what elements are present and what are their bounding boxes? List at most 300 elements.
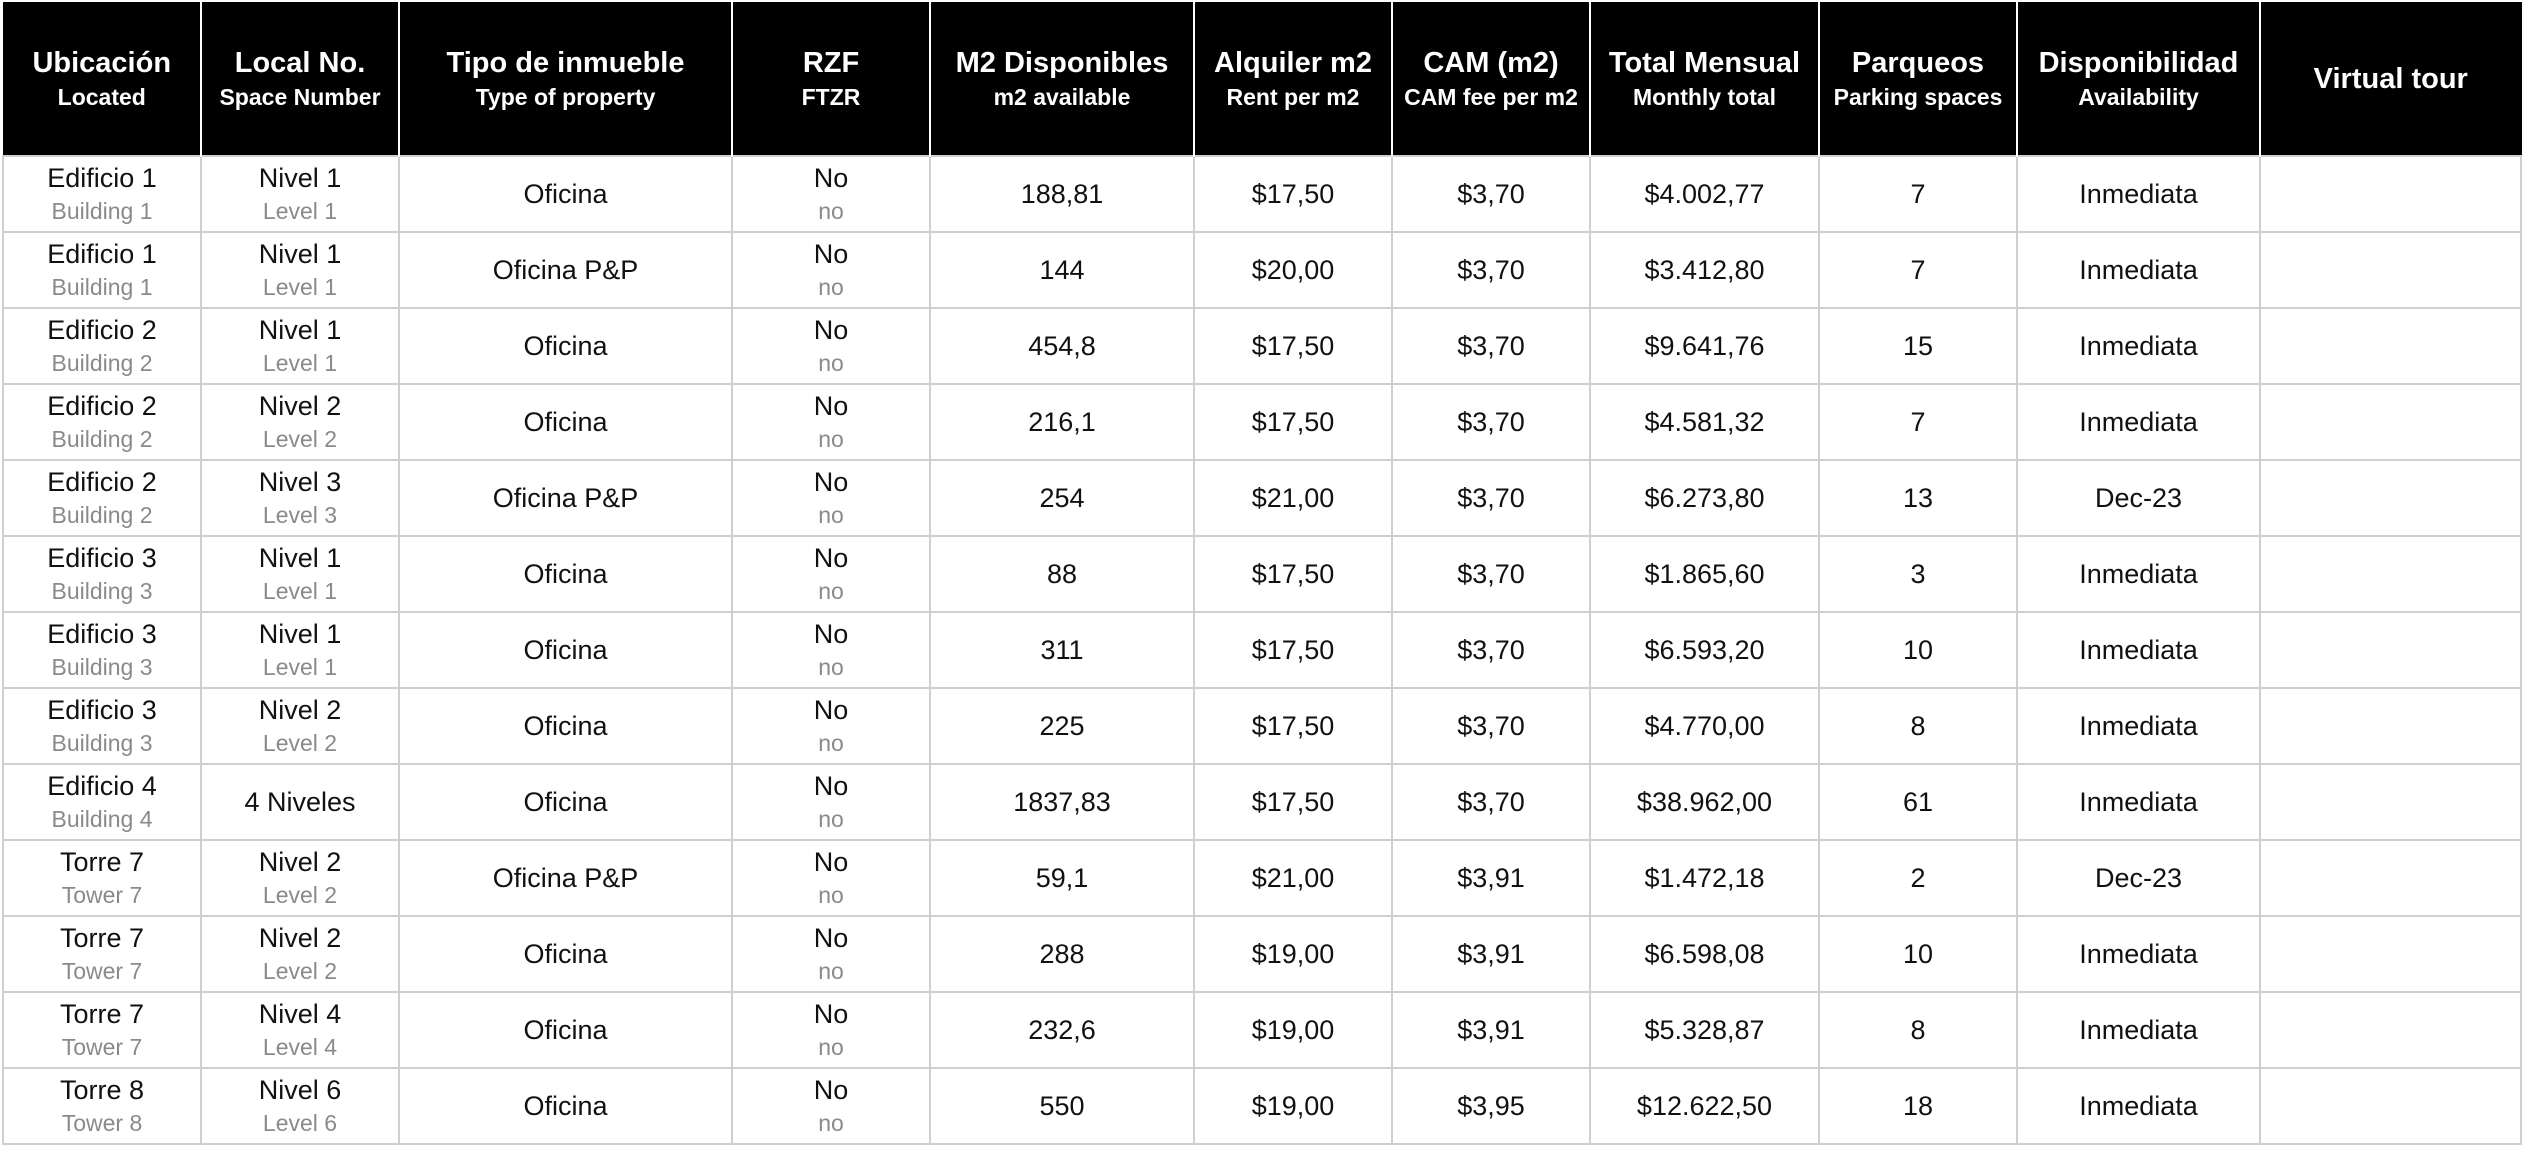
rzf-cell-translation: no [818,198,844,224]
header-rzf [732,2,930,156]
location-cell [3,1068,201,1144]
cam-fee-cell-value: $3,70 [1457,331,1525,361]
rzf-cell [732,764,930,840]
space-number-cell [201,764,399,840]
table-row [3,840,2521,916]
header-rent-per-m2 [1194,2,1392,156]
table-row [3,992,2521,1068]
cam-fee-cell-value: $3,91 [1457,863,1525,893]
availability-cell-value: Inmediata [2079,179,2198,209]
property-type-cell-value: Oficina [523,711,608,741]
location-cell [3,232,201,308]
availability-cell-value: Dec-23 [2094,863,2183,893]
cam-fee-cell [1392,384,1590,460]
rent-cell-value: $17,50 [1251,559,1335,589]
space-number-cell [201,536,399,612]
header-subtitle: m2 available [993,83,1131,110]
property-type-cell [399,232,732,308]
m2-available-cell-value: 1837,83 [1013,787,1111,817]
rzf-cell-translation: no [818,502,844,528]
space-number-cell [201,612,399,688]
header-subtitle: Type of property [475,83,656,110]
location-cell-value: Edificio 3 [47,695,157,725]
availability-cell-value: Inmediata [2079,1091,2198,1121]
parking-cell [1819,916,2017,992]
header-m2-available [930,2,1194,156]
header-cam-fee [1392,2,1590,156]
rzf-cell-translation: no [818,654,844,680]
rent-cell [1194,916,1392,992]
parking-cell-value: 7 [1910,179,1926,209]
space-number-cell-translation: Level 3 [262,502,338,528]
monthly-total-cell [1590,992,1819,1068]
location-cell [3,384,201,460]
m2-available-cell-value: 88 [1046,559,1078,589]
location-cell [3,536,201,612]
space-number-cell-value: Nivel 2 [258,923,342,953]
property-type-cell-value: Oficina [523,787,608,817]
monthly-total-cell [1590,1068,1819,1144]
rzf-cell [732,840,930,916]
space-number-cell-translation: Level 1 [262,198,338,224]
parking-cell [1819,992,2017,1068]
rzf-cell-translation: no [818,350,844,376]
property-type-cell-value: Oficina [523,179,608,209]
cam-fee-cell-value: $3,91 [1457,939,1525,969]
parking-cell-value: 2 [1910,863,1926,893]
header-monthly-total [1590,2,1819,156]
virtual-tour-cell [2260,460,2521,536]
cam-fee-cell-value: $3,70 [1457,559,1525,589]
cam-fee-cell [1392,688,1590,764]
m2-available-cell [930,992,1194,1068]
property-type-cell [399,1068,732,1144]
cam-fee-cell [1392,916,1590,992]
property-type-cell [399,156,732,232]
property-type-cell-value: Oficina [523,939,608,969]
parking-cell [1819,688,2017,764]
availability-cell [2017,764,2260,840]
m2-available-cell [930,536,1194,612]
property-type-cell [399,308,732,384]
property-type-cell-value: Oficina P&P [492,255,639,285]
availability-cell [2017,460,2260,536]
m2-available-cell [930,232,1194,308]
parking-cell [1819,308,2017,384]
m2-available-cell-value: 59,1 [1035,863,1089,893]
location-cell-value: Edificio 2 [47,391,157,421]
m2-available-cell-value: 254 [1039,483,1085,513]
header-subtitle: Space Number [219,83,381,110]
table-body [3,156,2521,1144]
rent-cell [1194,764,1392,840]
parking-cell-value: 10 [1902,635,1934,665]
parking-cell-value: 10 [1902,939,1934,969]
space-number-cell [201,384,399,460]
table-header [3,2,2521,156]
availability-cell-value: Inmediata [2079,1015,2198,1045]
rzf-cell [732,460,930,536]
rzf-cell-value: No [813,391,849,421]
rent-cell [1194,840,1392,916]
space-number-cell-translation: Level 1 [262,654,338,680]
virtual-tour-cell [2260,688,2521,764]
space-number-cell-translation: Level 1 [262,350,338,376]
rzf-cell [732,156,930,232]
rzf-cell-value: No [813,695,849,725]
m2-available-cell-value: 550 [1039,1091,1085,1121]
parking-cell-value: 15 [1902,331,1934,361]
space-number-cell-value: 4 Niveles [244,787,356,817]
availability-cell [2017,308,2260,384]
cam-fee-cell [1392,840,1590,916]
cam-fee-cell [1392,1068,1590,1144]
table-row [3,612,2521,688]
location-cell-translation: Tower 7 [61,958,143,984]
parking-cell [1819,764,2017,840]
space-number-cell [201,840,399,916]
property-type-cell [399,384,732,460]
virtual-tour-cell [2260,916,2521,992]
availability-cell [2017,612,2260,688]
parking-cell [1819,612,2017,688]
location-cell [3,992,201,1068]
space-number-cell-value: Nivel 2 [258,695,342,725]
rent-cell-value: $17,50 [1251,407,1335,437]
rzf-cell-value: No [813,619,849,649]
rzf-cell-translation: no [818,806,844,832]
space-number-cell [201,688,399,764]
virtual-tour-cell [2260,1068,2521,1144]
table-row [3,688,2521,764]
location-cell-translation: Building 1 [51,274,153,300]
rent-cell [1194,232,1392,308]
m2-available-cell [930,1068,1194,1144]
m2-available-cell-value: 288 [1039,939,1085,969]
location-cell-value: Edificio 3 [47,619,157,649]
rzf-cell [732,1068,930,1144]
space-number-cell-translation: Level 4 [262,1034,338,1060]
location-cell [3,156,201,232]
cam-fee-cell [1392,536,1590,612]
virtual-tour-cell [2260,156,2521,232]
rzf-cell-translation: no [818,882,844,908]
rzf-cell-translation: no [818,958,844,984]
location-cell [3,840,201,916]
property-type-cell-value: Oficina [523,1015,608,1045]
rzf-cell-value: No [813,771,849,801]
header-title: Alquiler m2 [1214,46,1372,79]
property-type-cell [399,764,732,840]
header-row [3,2,2521,156]
rent-cell-value: $21,00 [1251,483,1335,513]
virtual-tour-cell [2260,992,2521,1068]
monthly-total-cell-value: $38.962,00 [1636,787,1773,817]
header-subtitle: Monthly total [1632,83,1777,110]
space-number-cell [201,916,399,992]
availability-cell-value: Inmediata [2079,635,2198,665]
rent-cell [1194,688,1392,764]
space-number-cell-value: Nivel 6 [258,1075,342,1105]
space-number-cell [201,308,399,384]
location-cell [3,764,201,840]
header-title: Local No. [234,46,366,79]
m2-available-cell [930,308,1194,384]
property-type-cell [399,460,732,536]
space-number-cell-value: Nivel 1 [258,619,342,649]
property-type-cell [399,536,732,612]
cam-fee-cell [1392,156,1590,232]
rzf-cell [732,536,930,612]
location-cell-translation: Building 3 [51,578,153,604]
table-row [3,916,2521,992]
cam-fee-cell-value: $3,70 [1457,179,1525,209]
location-cell [3,308,201,384]
monthly-total-cell [1590,308,1819,384]
header-title: RZF [802,46,860,79]
header-subtitle: Located [57,83,146,110]
property-type-cell-value: Oficina P&P [492,863,639,893]
rzf-cell-value: No [813,543,849,573]
m2-available-cell [930,612,1194,688]
space-number-cell-translation: Level 1 [262,578,338,604]
availability-cell [2017,1068,2260,1144]
parking-cell [1819,536,2017,612]
space-number-cell-value: Nivel 2 [258,391,342,421]
monthly-total-cell-value: $4.770,00 [1644,711,1765,741]
property-type-cell [399,992,732,1068]
space-number-cell [201,1068,399,1144]
availability-cell [2017,156,2260,232]
availability-cell-value: Inmediata [2079,787,2198,817]
space-number-cell-value: Nivel 1 [258,315,342,345]
location-cell-value: Torre 7 [59,999,145,1029]
virtual-tour-cell [2260,612,2521,688]
virtual-tour-cell [2260,308,2521,384]
rent-cell-value: $17,50 [1251,635,1335,665]
location-cell-translation: Building 1 [51,198,153,224]
header-subtitle: Parking spaces [1833,83,2003,110]
m2-available-cell-value: 188,81 [1020,179,1104,209]
cam-fee-cell-value: $3,70 [1457,255,1525,285]
parking-cell-value: 8 [1910,711,1926,741]
monthly-total-cell [1590,156,1819,232]
monthly-total-cell-value: $4.002,77 [1644,179,1765,209]
rent-cell-value: $19,00 [1251,939,1335,969]
location-cell-translation: Building 4 [51,806,153,832]
availability-cell [2017,688,2260,764]
monthly-total-cell-value: $1.865,60 [1644,559,1765,589]
rzf-cell [732,384,930,460]
cam-fee-cell [1392,764,1590,840]
cam-fee-cell [1392,460,1590,536]
rzf-cell [732,308,930,384]
location-cell [3,916,201,992]
property-type-cell [399,916,732,992]
monthly-total-cell [1590,384,1819,460]
rent-cell-value: $17,50 [1251,787,1335,817]
availability-cell [2017,384,2260,460]
parking-cell [1819,1068,2017,1144]
property-type-cell-value: Oficina [523,635,608,665]
monthly-total-cell [1590,840,1819,916]
rent-cell [1194,156,1392,232]
rzf-cell-value: No [813,847,849,877]
header-title: Disponibilidad [2038,46,2239,79]
space-number-cell-translation: Level 2 [262,730,338,756]
space-number-cell-translation: Level 1 [262,274,338,300]
rzf-cell [732,612,930,688]
availability-cell [2017,916,2260,992]
m2-available-cell-value: 311 [1040,635,1084,665]
location-cell-translation: Building 3 [51,654,153,680]
location-cell-translation: Building 2 [51,502,153,528]
location-cell [3,612,201,688]
availability-cell-value: Inmediata [2079,407,2198,437]
rzf-cell-value: No [813,467,849,497]
rent-cell-value: $20,00 [1251,255,1335,285]
location-cell [3,460,201,536]
rzf-cell-value: No [813,239,849,269]
monthly-total-cell [1590,764,1819,840]
header-title: Total Mensual [1608,46,1801,79]
monthly-total-cell-value: $6.273,80 [1644,483,1765,513]
rent-cell [1194,992,1392,1068]
rzf-cell-value: No [813,315,849,345]
cam-fee-cell [1392,232,1590,308]
m2-available-cell [930,688,1194,764]
property-type-cell-value: Oficina [523,407,608,437]
rzf-cell-translation: no [818,426,844,452]
cam-fee-cell-value: $3,95 [1457,1091,1525,1121]
space-number-cell-translation: Level 6 [262,1110,338,1136]
rent-cell-value: $19,00 [1251,1091,1335,1121]
space-number-cell-translation: Level 2 [262,426,338,452]
virtual-tour-cell [2260,536,2521,612]
location-cell-translation: Building 3 [51,730,153,756]
rzf-cell-translation: no [818,578,844,604]
m2-available-cell-value: 454,8 [1028,331,1096,361]
cam-fee-cell-value: $3,91 [1457,1015,1525,1045]
location-cell-value: Edificio 4 [47,771,157,801]
table-row [3,232,2521,308]
space-number-cell [201,232,399,308]
availability-cell-value: Inmediata [2079,559,2198,589]
availability-table [2,2,2522,1145]
parking-cell-value: 3 [1910,559,1926,589]
rent-cell [1194,1068,1392,1144]
header-subtitle: CAM fee per m2 [1404,83,1578,110]
location-cell-value: Edificio 1 [47,239,157,269]
table-row [3,764,2521,840]
monthly-total-cell [1590,688,1819,764]
m2-available-cell-value: 225 [1039,711,1085,741]
rent-cell-value: $21,00 [1251,863,1335,893]
parking-cell-value: 13 [1902,483,1934,513]
availability-cell-value: Inmediata [2079,331,2198,361]
location-cell-translation: Tower 8 [61,1110,143,1136]
location-cell-translation: Building 2 [51,426,153,452]
parking-cell-value: 7 [1910,407,1926,437]
table-row [3,308,2521,384]
location-cell-value: Torre 7 [59,847,145,877]
parking-cell [1819,232,2017,308]
header-space-number [201,2,399,156]
availability-cell-value: Inmediata [2079,939,2198,969]
property-type-cell-value: Oficina [523,331,608,361]
space-number-cell-value: Nivel 4 [258,999,342,1029]
header-subtitle: Rent per m2 [1226,83,1360,110]
availability-cell [2017,232,2260,308]
m2-available-cell-value: 144 [1039,255,1085,285]
parking-cell-value: 61 [1902,787,1934,817]
rent-cell [1194,308,1392,384]
m2-available-cell [930,840,1194,916]
location-cell-value: Torre 8 [59,1075,145,1105]
monthly-total-cell [1590,612,1819,688]
rent-cell [1194,612,1392,688]
cam-fee-cell-value: $3,70 [1457,483,1525,513]
header-property-type [399,2,732,156]
table-row [3,384,2521,460]
location-cell-value: Torre 7 [59,923,145,953]
property-type-cell [399,688,732,764]
parking-cell-value: 18 [1902,1091,1934,1121]
m2-available-cell-value: 216,1 [1028,407,1096,437]
header-title: M2 Disponibles [955,46,1169,79]
cam-fee-cell-value: $3,70 [1457,635,1525,665]
table-row [3,1068,2521,1144]
rent-cell-value: $19,00 [1251,1015,1335,1045]
virtual-tour-cell [2260,384,2521,460]
availability-cell-value: Inmediata [2079,711,2198,741]
space-number-cell-value: Nivel 2 [258,847,342,877]
cam-fee-cell-value: $3,70 [1457,711,1525,741]
location-cell-value: Edificio 2 [47,315,157,345]
monthly-total-cell-value: $5.328,87 [1644,1015,1765,1045]
rent-cell-value: $17,50 [1251,331,1335,361]
space-number-cell-translation: Level 2 [262,882,338,908]
cam-fee-cell [1392,992,1590,1068]
rzf-cell-value: No [813,1075,849,1105]
parking-cell [1819,840,2017,916]
m2-available-cell [930,916,1194,992]
rzf-cell-value: No [813,163,849,193]
rent-cell [1194,384,1392,460]
rent-cell [1194,536,1392,612]
space-number-cell [201,992,399,1068]
space-number-cell-value: Nivel 3 [258,467,342,497]
table-row [3,460,2521,536]
rzf-cell-translation: no [818,1110,844,1136]
header-title: Virtual tour [2313,62,2468,95]
parking-cell [1819,384,2017,460]
header-parking [1819,2,2017,156]
m2-available-cell [930,460,1194,536]
table-row [3,156,2521,232]
rzf-cell-translation: no [818,730,844,756]
m2-available-cell [930,764,1194,840]
rzf-cell [732,916,930,992]
location-cell-value: Edificio 3 [47,543,157,573]
monthly-total-cell-value: $4.581,32 [1644,407,1765,437]
availability-cell-value: Dec-23 [2094,483,2183,513]
parking-cell [1819,156,2017,232]
location-cell-translation: Building 2 [51,350,153,376]
rzf-cell [732,992,930,1068]
rent-cell-value: $17,50 [1251,711,1335,741]
cam-fee-cell [1392,612,1590,688]
